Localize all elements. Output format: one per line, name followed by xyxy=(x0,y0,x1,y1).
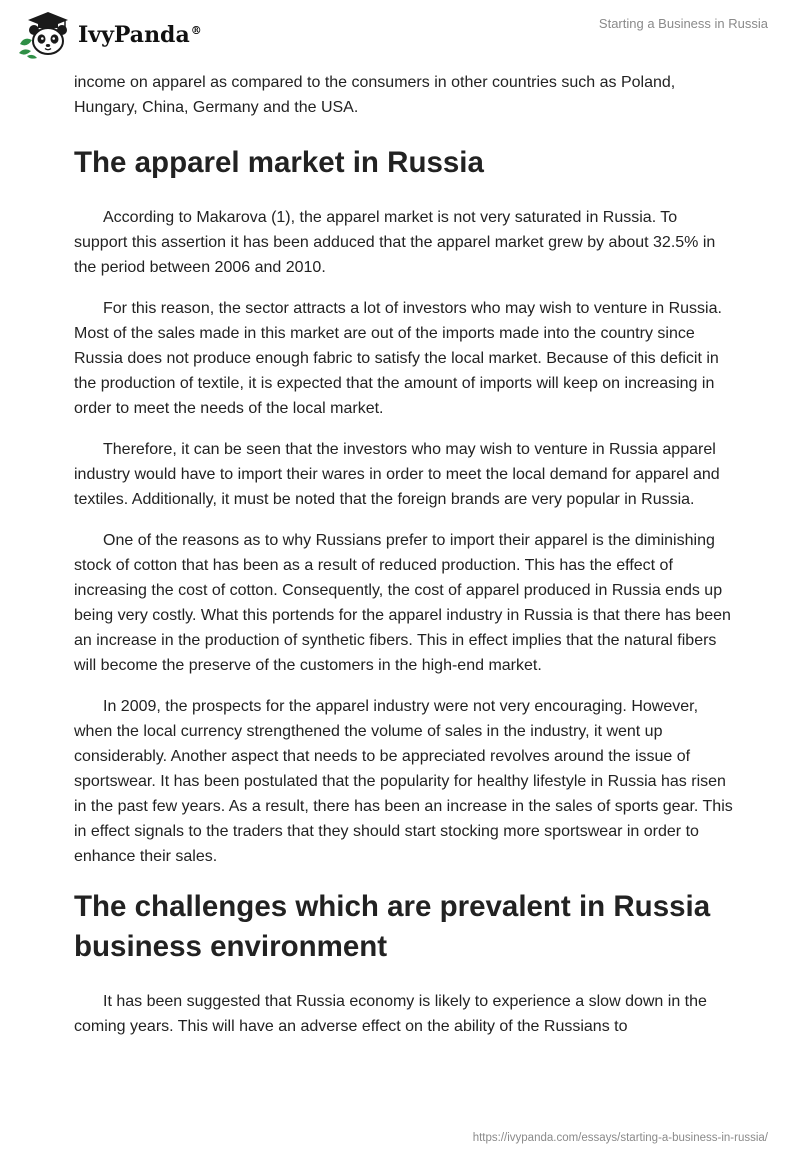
brand-name xyxy=(78,22,202,48)
page-header xyxy=(0,0,800,70)
document-title: Starting a Business in Russia xyxy=(598,16,768,31)
section-heading-apparel-market: The apparel market in Russia xyxy=(74,146,484,179)
article-body xyxy=(74,70,734,1039)
paragraph: One of the reasons as to why Russians prefer to import their apparel is the diminishing stock of cotton that has been as a result of reduced production. This has the effect of increasing the cost of cotton. Consequently, the cost of apparel produced in Russia ends up being very costly. What this portends for the apparel industry in Russia is that there has been an increase in the production of synthetic fibers. This in effect implies that the natural fibers will become the preserve of the customers in the high-end market. xyxy=(74,532,731,674)
section-heading-challenges: The challenges which are prevalent in Russia business environment xyxy=(74,890,711,963)
paragraph: In 2009, the prospects for the apparel industry were not very encouraging. However, when the local currency strengthened the volume of sales in the industry, it went up considerably. Another aspect that needs to be appreciated revolves around the issue of sportswear. It has been postulated that the popularity for healthy lifestyle in Russia has risen in the past few years. As a result, there has been an increase in the sales of sports gear. This in effect signals to the traders that they should start stocking more sportswear in order to enhance their sales. xyxy=(74,698,733,865)
ivypanda-logo[interactable] xyxy=(14,8,202,60)
paragraph: Therefore, it can be seen that the investors who may wish to venture in Russia apparel industry would have to import their wares in order to meet the local demand for apparel and textiles. Additionally, it must be noted that the foreign brands are very popular in Russia. xyxy=(74,441,720,508)
panda-graduate-icon xyxy=(14,8,76,60)
paragraph: According to Makarova (1), the apparel market is not very saturated in Russia. To support this assertion it has been adduced that the apparel market grew by about 32.5% in the period between 2006 and 2010. xyxy=(74,209,716,276)
brand-name-text: IvyPanda xyxy=(78,22,190,48)
intro-paragraph: income on apparel as compared to the consumers in other countries such as Poland, Hungary, China, Germany and the USA. xyxy=(74,74,676,116)
footer-url[interactable]: https://ivypanda.com/essays/starting-a-business-in-russia/ xyxy=(472,1132,768,1144)
paragraph: It has been suggested that Russia economy is likely to experience a slow down in the coming years. This will have an adverse effect on the ability of the Russians to xyxy=(74,993,707,1035)
paragraph: For this reason, the sector attracts a lot of investors who may wish to venture in Russia. Most of the sales made in this market are out of the imports made into the country since Russia does not produce enough fabric to satisfy the local market. Because of this deficit in the production of textile, it is expected that the amount of imports will keep on increasing in order to meet the needs of the local market. xyxy=(74,300,722,417)
registered-mark: ® xyxy=(190,23,202,37)
